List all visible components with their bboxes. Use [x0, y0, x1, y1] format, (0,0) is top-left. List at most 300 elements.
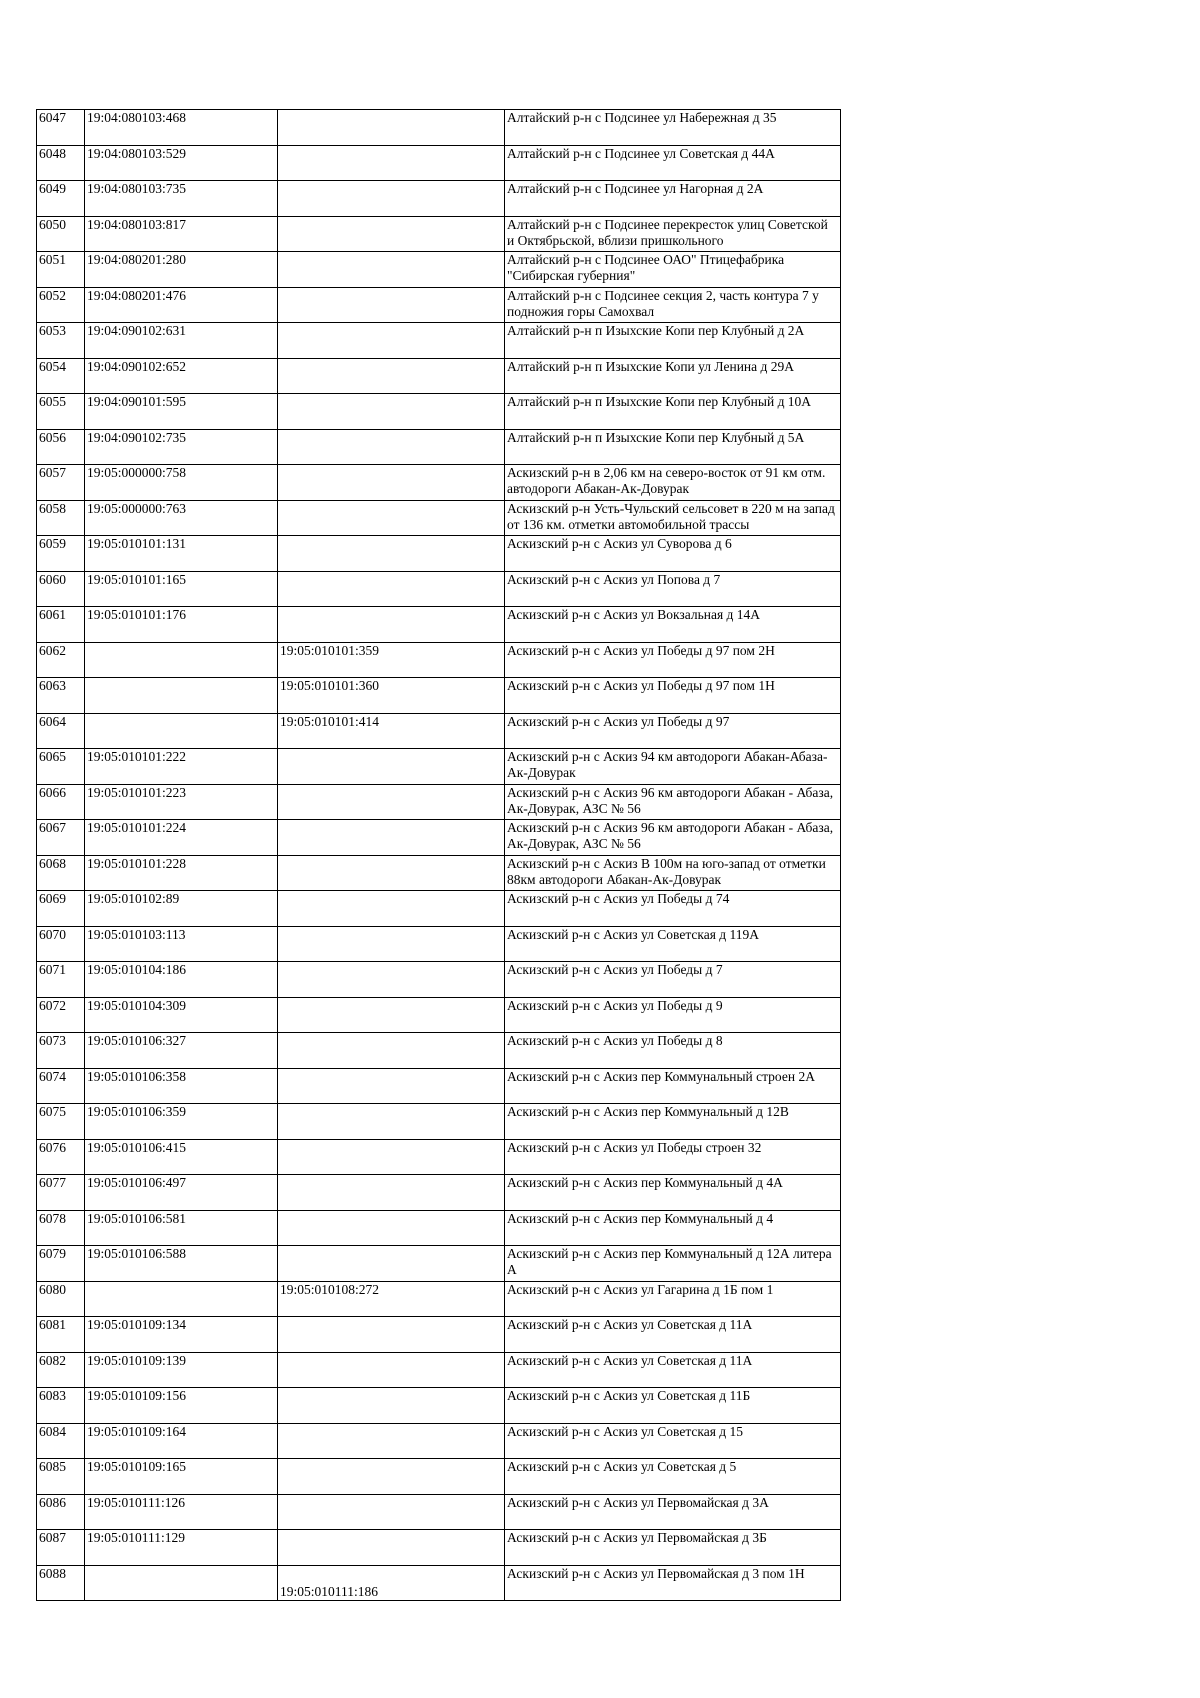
row-number-cell: [37, 749, 85, 785]
table-row: [37, 1388, 841, 1424]
row-number-text: 6077: [39, 1175, 66, 1190]
address-text: Аскизский р-н с Аскиз 96 км автодороги Абакан - Абаза, Ак-Довурак, АЗС № 56: [507, 784, 834, 816]
object-number-cell: [278, 1175, 505, 1211]
row-number-cell: [37, 571, 85, 607]
table-row: [37, 784, 841, 820]
address-cell: [505, 855, 841, 891]
cadastral-number-cell: [85, 1033, 278, 1069]
row-number-text: 6071: [39, 962, 66, 977]
cadastral-number-text: 19:04:080103:529: [87, 145, 187, 161]
table-row: [37, 571, 841, 607]
cadastral-number-text: 19:05:010106:358: [87, 1068, 187, 1084]
row-number-text: 6059: [39, 536, 66, 551]
object-number-cell: [278, 145, 505, 181]
row-number-cell: [37, 358, 85, 394]
row-number-cell: [37, 1210, 85, 1246]
address-text: Аскизский р-н с Аскиз ул Победы д 9: [507, 997, 723, 1013]
cadastral-number-cell: [85, 1175, 278, 1211]
cadastral-number-text: 19:04:080201:476: [87, 287, 187, 303]
address-text: Аскизский р-н с Аскиз В 100м на юго-запад от отметки 88км автодороги Абакан-Ак-Довурак: [507, 855, 826, 887]
cadastral-number-cell: [85, 1352, 278, 1388]
row-number-text: 6054: [39, 358, 66, 374]
row-number-cell: [37, 997, 85, 1033]
address-cell: [505, 713, 841, 749]
row-number-text: 6075: [39, 1104, 66, 1119]
object-number-cell: [278, 1530, 505, 1566]
address-cell: [505, 1210, 841, 1246]
object-number-cell: [278, 820, 505, 856]
address-cell: [505, 1281, 841, 1317]
address-text: Алтайский р-н п Изыхские Копи ул Ленина д 29А: [507, 358, 795, 374]
cadastral-number-text: 19:05:000000:763: [87, 500, 187, 516]
object-number-cell: [278, 713, 505, 749]
address-text: Аскизский р-н с Аскиз ул Победы строен 32: [507, 1139, 762, 1155]
table-row: [37, 891, 841, 927]
row-number-cell: [37, 1139, 85, 1175]
object-number-cell: [278, 1210, 505, 1246]
row-number-text: 6088: [39, 1565, 66, 1581]
cadastral-number-cell: [85, 926, 278, 962]
table-row: [37, 1352, 841, 1388]
table-row: [37, 855, 841, 891]
address-text: Аскизский р-н с Аскиз ул Советская д 11Б: [507, 1388, 751, 1403]
address-text: Аскизский р-н с Аскиз ул Суворова д 6: [507, 536, 732, 551]
cadastral-number-text: 19:05:010101:222: [87, 749, 187, 764]
row-number-text: 6063: [39, 678, 66, 693]
cadastral-number-cell: [85, 181, 278, 217]
object-number-cell: [278, 678, 505, 714]
address-cell: [505, 323, 841, 359]
address-cell: [505, 1246, 841, 1282]
row-number-text: 6086: [39, 1494, 66, 1510]
row-number-cell: [37, 1033, 85, 1069]
address-cell: [505, 465, 841, 501]
row-number-text: 6079: [39, 1246, 66, 1261]
row-number-cell: [37, 1423, 85, 1459]
row-number-cell: [37, 429, 85, 465]
row-number-text: 6072: [39, 997, 66, 1013]
cadastral-number-text: 19:05:010104:186: [87, 962, 187, 977]
row-number-cell: [37, 500, 85, 536]
address-text: Алтайский р-н с Подсинее ул Советская д 44А: [507, 145, 775, 161]
row-number-text: 6068: [39, 855, 66, 871]
address-text: Аскизский р-н с Аскиз пер Коммунальный д 12А литера А: [507, 1246, 832, 1277]
cadastral-number-cell: [85, 394, 278, 430]
cadastral-number-text: 19:04:080103:735: [87, 181, 187, 196]
object-number-cell: [278, 749, 505, 785]
table-row: [37, 1068, 841, 1104]
cadastral-number-text: 19:04:080103:468: [87, 110, 187, 125]
address-cell: [505, 997, 841, 1033]
table-row: [37, 110, 841, 146]
row-number-cell: [37, 145, 85, 181]
table-row: [37, 536, 841, 572]
table-row: [37, 394, 841, 430]
row-number-text: 6062: [39, 642, 66, 658]
cadastral-number-text: 19:04:080103:817: [87, 216, 187, 232]
address-text: Аскизский р-н с Аскиз ул Первомайская д 3 пом 1Н: [507, 1565, 805, 1581]
address-text: Аскизский р-н с Аскиз ул Вокзальная д 14А: [507, 607, 761, 622]
registry-table-body: [37, 110, 841, 1601]
cadastral-number-cell: [85, 216, 278, 252]
table-row: [37, 358, 841, 394]
cadastral-number-cell: [85, 1246, 278, 1282]
row-number-text: 6057: [39, 465, 66, 480]
address-cell: [505, 536, 841, 572]
cadastral-number-text: 19:05:010111:129: [87, 1530, 186, 1545]
address-cell: [505, 1033, 841, 1069]
address-cell: [505, 607, 841, 643]
registry-table: [36, 109, 841, 1601]
address-text: Алтайский р-н п Изыхские Копи пер Клубный д 5А: [507, 429, 805, 445]
address-text: Аскизский р-н с Аскиз ул Советская д 15: [507, 1423, 744, 1439]
address-cell: [505, 145, 841, 181]
address-text: Аскизский р-н с Аскиз 96 км автодороги Абакан - Абаза, Ак-Довурак, АЗС № 56: [507, 820, 834, 851]
object-number-text: 19:05:010101:360: [280, 678, 380, 693]
address-cell: [505, 1459, 841, 1495]
cadastral-number-cell: [85, 784, 278, 820]
address-cell: [505, 252, 841, 288]
cadastral-number-text: 19:04:090102:652: [87, 358, 187, 374]
cadastral-number-text: 19:05:010101:224: [87, 820, 187, 835]
table-row: [37, 1033, 841, 1069]
address-cell: [505, 749, 841, 785]
address-text: Аскизский р-н с Аскиз ул Победы д 97 пом 2Н: [507, 642, 775, 658]
address-cell: [505, 110, 841, 146]
address-cell: [505, 181, 841, 217]
table-row: [37, 216, 841, 252]
address-text: Аскизский р-н с Аскиз ул Победы д 74: [507, 891, 730, 906]
table-row: [37, 1494, 841, 1530]
row-number-text: 6083: [39, 1388, 66, 1403]
address-text: Аскизский р-н с Аскиз ул Гагарина д 1Б пом 1: [507, 1281, 774, 1297]
object-number-cell: [278, 1139, 505, 1175]
table-row: [37, 500, 841, 536]
cadastral-number-cell: [85, 1281, 278, 1317]
table-row: [37, 749, 841, 785]
table-row: [37, 1175, 841, 1211]
object-number-cell: [278, 997, 505, 1033]
table-row: [37, 181, 841, 217]
table-row: [37, 1104, 841, 1140]
row-number-cell: [37, 1459, 85, 1495]
cadastral-number-text: 19:05:010104:309: [87, 997, 187, 1013]
address-cell: [505, 1565, 841, 1601]
cadastral-number-cell: [85, 500, 278, 536]
address-cell: [505, 1104, 841, 1140]
row-number-text: 6073: [39, 1033, 66, 1048]
cadastral-number-cell: [85, 1494, 278, 1530]
row-number-cell: [37, 820, 85, 856]
object-number-cell: [278, 926, 505, 962]
object-number-cell: [278, 1033, 505, 1069]
row-number-cell: [37, 891, 85, 927]
table-row: [37, 962, 841, 998]
object-number-cell: [278, 181, 505, 217]
object-number-cell: [278, 1281, 505, 1317]
object-number-cell: [278, 1459, 505, 1495]
cadastral-number-cell: [85, 1459, 278, 1495]
table-row: [37, 678, 841, 714]
table-row: [37, 820, 841, 856]
row-number-cell: [37, 465, 85, 501]
object-number-cell: [278, 358, 505, 394]
row-number-cell: [37, 1104, 85, 1140]
cadastral-number-text: 19:05:010101:165: [87, 571, 187, 587]
row-number-text: 6066: [39, 784, 66, 800]
address-text: Аскизский р-н с Аскиз ул Советская д 5: [507, 1459, 737, 1474]
row-number-cell: [37, 784, 85, 820]
address-text: Аскизский р-н с Аскиз ул Победы д 97: [507, 713, 730, 729]
object-number-cell: [278, 1068, 505, 1104]
address-cell: [505, 820, 841, 856]
object-number-cell: [278, 571, 505, 607]
address-text: Аскизский р-н с Аскиз ул Первомайская д 3Б: [507, 1530, 767, 1545]
cadastral-number-text: 19:05:010103:113: [87, 926, 186, 942]
address-text: Алтайский р-н п Изыхские Копи пер Клубный д 2А: [507, 323, 805, 338]
row-number-cell: [37, 713, 85, 749]
row-number-text: 6067: [39, 820, 66, 835]
object-number-cell: [278, 394, 505, 430]
cadastral-number-cell: [85, 1388, 278, 1424]
row-number-text: 6074: [39, 1068, 66, 1084]
cadastral-number-text: 19:04:090102:735: [87, 429, 187, 445]
cadastral-number-text: 19:05:010102:89: [87, 891, 180, 906]
table-row: [37, 1423, 841, 1459]
table-row: [37, 1246, 841, 1282]
object-number-cell: [278, 1352, 505, 1388]
object-number-cell: [278, 855, 505, 891]
cadastral-number-text: 19:04:090101:595: [87, 394, 187, 409]
row-number-text: 6060: [39, 571, 66, 587]
address-text: Аскизский р-н с Аскиз ул Победы д 7: [507, 962, 723, 977]
row-number-cell: [37, 678, 85, 714]
cadastral-number-cell: [85, 962, 278, 998]
cadastral-number-text: 19:05:010101:223: [87, 784, 187, 800]
row-number-cell: [37, 1068, 85, 1104]
cadastral-number-cell: [85, 358, 278, 394]
object-number-cell: [278, 536, 505, 572]
cadastral-number-text: 19:05:010109:134: [87, 1317, 187, 1332]
row-number-text: 6049: [39, 181, 66, 196]
address-cell: [505, 1175, 841, 1211]
row-number-cell: [37, 1246, 85, 1282]
row-number-text: 6055: [39, 394, 66, 409]
object-number-cell: [278, 1104, 505, 1140]
row-number-text: 6081: [39, 1317, 66, 1332]
address-cell: [505, 394, 841, 430]
cadastral-number-cell: [85, 1423, 278, 1459]
row-number-text: 6080: [39, 1281, 66, 1297]
address-text: Аскизский р-н с Аскиз ул Советская д 11А: [507, 1317, 753, 1332]
cadastral-number-cell: [85, 252, 278, 288]
address-cell: [505, 1388, 841, 1424]
cadastral-number-text: 19:05:010106:497: [87, 1175, 187, 1190]
row-number-cell: [37, 287, 85, 323]
object-number-cell: [278, 1388, 505, 1424]
cadastral-number-cell: [85, 1139, 278, 1175]
row-number-cell: [37, 323, 85, 359]
cadastral-number-cell: [85, 110, 278, 146]
address-cell: [505, 926, 841, 962]
row-number-text: 6061: [39, 607, 66, 622]
address-cell: [505, 1423, 841, 1459]
object-number-cell: [278, 252, 505, 288]
address-text: Аскизский р-н с Аскиз пер Коммунальный строен 2А: [507, 1068, 815, 1084]
table-row: [37, 713, 841, 749]
cadastral-number-cell: [85, 891, 278, 927]
row-number-text: 6084: [39, 1423, 66, 1439]
address-cell: [505, 1068, 841, 1104]
object-number-cell: [278, 465, 505, 501]
cadastral-number-text: 19:05:010106:581: [87, 1210, 187, 1226]
cadastral-number-cell: [85, 1317, 278, 1353]
address-text: Алтайский р-н с Подсинее ул Набережная д 35: [507, 110, 777, 125]
object-number-cell: [278, 784, 505, 820]
cadastral-number-cell: [85, 323, 278, 359]
row-number-cell: [37, 181, 85, 217]
address-cell: [505, 678, 841, 714]
table-row: [37, 1210, 841, 1246]
address-text: Алтайский р-н с Подсинее ул Нагорная д 2А: [507, 181, 764, 196]
row-number-text: 6078: [39, 1210, 66, 1226]
row-number-text: 6065: [39, 749, 66, 764]
address-text: Аскизский р-н с Аскиз ул Советская д 119А: [507, 926, 760, 942]
object-number-cell: [278, 607, 505, 643]
table-row: [37, 429, 841, 465]
row-number-cell: [37, 252, 85, 288]
object-number-text: 19:05:010111:186: [280, 1584, 379, 1599]
address-text: Аскизский р-н с Аскиз пер Коммунальный д 4А: [507, 1175, 783, 1190]
row-number-text: 6047: [39, 110, 66, 125]
address-cell: [505, 358, 841, 394]
address-text: Аскизский р-н Усть-Чульский сельсовет в 220 м на запад от 136 км. отметки автомобильной трассы: [507, 500, 835, 532]
row-number-text: 6085: [39, 1459, 66, 1474]
address-cell: [505, 1494, 841, 1530]
row-number-cell: [37, 1530, 85, 1566]
table-row: [37, 926, 841, 962]
address-cell: [505, 784, 841, 820]
object-number-cell: [278, 1494, 505, 1530]
address-cell: [505, 429, 841, 465]
cadastral-number-text: 19:05:010101:176: [87, 607, 187, 622]
address-cell: [505, 1530, 841, 1566]
address-cell: [505, 1352, 841, 1388]
cadastral-number-text: 19:05:010101:131: [87, 536, 187, 551]
table-row: [37, 642, 841, 678]
object-number-cell: [278, 287, 505, 323]
object-number-cell: [278, 1246, 505, 1282]
row-number-cell: [37, 1494, 85, 1530]
cadastral-number-cell: [85, 465, 278, 501]
row-number-cell: [37, 642, 85, 678]
cadastral-number-text: 19:05:000000:758: [87, 465, 187, 480]
row-number-text: 6048: [39, 145, 66, 161]
table-row: [37, 997, 841, 1033]
address-cell: [505, 287, 841, 323]
row-number-text: 6050: [39, 216, 66, 232]
row-number-text: 6064: [39, 713, 66, 729]
cadastral-number-cell: [85, 678, 278, 714]
cadastral-number-text: 19:05:010111:126: [87, 1494, 186, 1510]
table-row: [37, 323, 841, 359]
object-number-cell: [278, 1565, 505, 1601]
object-number-cell: [278, 429, 505, 465]
object-number-cell: [278, 891, 505, 927]
table-row: [37, 1459, 841, 1495]
table-row: [37, 1530, 841, 1566]
cadastral-number-cell: [85, 571, 278, 607]
cadastral-number-cell: [85, 1104, 278, 1140]
cadastral-number-text: 19:05:010101:228: [87, 855, 187, 871]
address-cell: [505, 1317, 841, 1353]
row-number-cell: [37, 1352, 85, 1388]
object-number-text: 19:05:010101:414: [280, 713, 380, 729]
row-number-cell: [37, 962, 85, 998]
address-text: Аскизский р-н с Аскиз ул Победы д 97 пом 1Н: [507, 678, 775, 693]
cadastral-number-cell: [85, 536, 278, 572]
table-row: [37, 1281, 841, 1317]
cadastral-number-text: 19:05:010106:588: [87, 1246, 187, 1261]
row-number-cell: [37, 394, 85, 430]
row-number-cell: [37, 216, 85, 252]
address-cell: [505, 500, 841, 536]
cadastral-number-cell: [85, 713, 278, 749]
address-text: Алтайский р-н с Подсинее секция 2, часть контура 7 у подножия горы Самохвал: [507, 287, 819, 319]
table-row: [37, 1317, 841, 1353]
row-number-text: 6056: [39, 429, 66, 445]
row-number-cell: [37, 110, 85, 146]
table-row: [37, 1565, 841, 1601]
row-number-cell: [37, 1281, 85, 1317]
address-text: Аскизский р-н с Аскиз ул Первомайская д 3А: [507, 1494, 769, 1510]
address-text: Аскизский р-н с Аскиз пер Коммунальный д 4: [507, 1210, 774, 1226]
object-number-text: 19:05:010101:359: [280, 642, 380, 658]
row-number-text: 6070: [39, 926, 66, 942]
row-number-cell: [37, 1317, 85, 1353]
cadastral-number-cell: [85, 429, 278, 465]
cadastral-number-text: 19:05:010106:359: [87, 1104, 187, 1119]
row-number-text: 6076: [39, 1139, 66, 1155]
table-row: [37, 145, 841, 181]
address-text: Алтайский р-н с Подсинее ОАО" Птицефабрика "Сибирская губерния": [507, 252, 785, 283]
cadastral-number-text: 19:05:010109:139: [87, 1352, 187, 1368]
cadastral-number-text: 19:04:090102:631: [87, 323, 187, 338]
cadastral-number-cell: [85, 997, 278, 1033]
cadastral-number-cell: [85, 607, 278, 643]
address-text: Аскизский р-н с Аскиз пер Коммунальный д 12В: [507, 1104, 789, 1119]
row-number-cell: [37, 1565, 85, 1601]
object-number-cell: [278, 962, 505, 998]
address-text: Аскизский р-н с Аскиз ул Советская д 11А: [507, 1352, 753, 1368]
table-row: [37, 607, 841, 643]
address-cell: [505, 891, 841, 927]
row-number-text: 6087: [39, 1530, 66, 1545]
address-text: Аскизский р-н с Аскиз ул Победы д 8: [507, 1033, 723, 1048]
object-number-cell: [278, 642, 505, 678]
object-number-cell: [278, 323, 505, 359]
table-row: [37, 252, 841, 288]
object-number-cell: [278, 1423, 505, 1459]
cadastral-number-text: 19:05:010109:164: [87, 1423, 187, 1439]
address-text: Аскизский р-н в 2,06 км на северо-восток от 91 км отм. автодороги Абакан-Ак-Довурак: [507, 465, 826, 496]
row-number-cell: [37, 607, 85, 643]
address-text: Алтайский р-н п Изыхские Копи пер Клубный д 10А: [507, 394, 812, 409]
cadastral-number-cell: [85, 1210, 278, 1246]
cadastral-number-cell: [85, 287, 278, 323]
row-number-text: 6051: [39, 252, 66, 267]
object-number-cell: [278, 110, 505, 146]
